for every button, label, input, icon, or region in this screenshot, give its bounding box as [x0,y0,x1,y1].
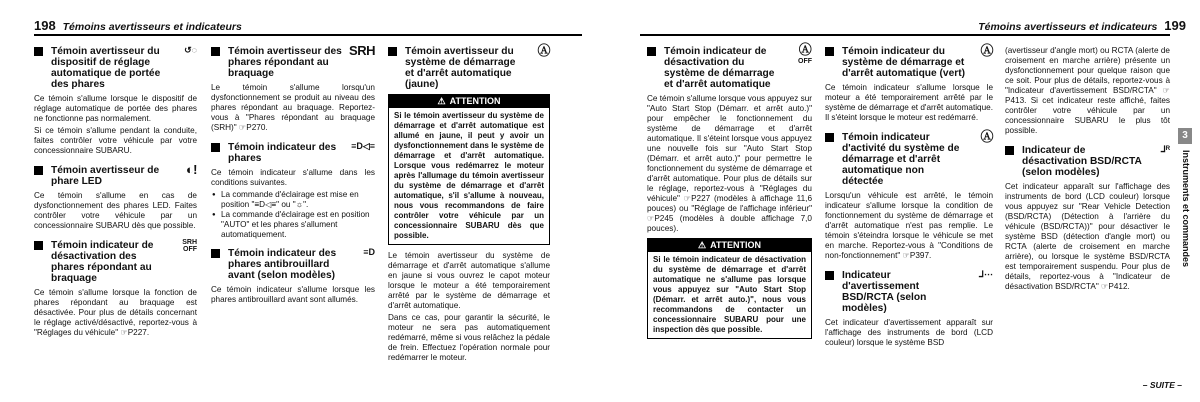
paragraph: Lorsqu'un véhicule est arrêté, le témoin indicateur s'allume lorsque la condition de fonctionnement du système de démarrage et d'arrêt automatique n'est pas remplie. Le témoin s'éteindra lorsque le véhicule se met en marche. Reportez-vous à "Conditions de non-fonctionnement" ☞P397. [825,191,993,260]
attention-box [388,94,550,245]
paragraph: Ce témoin indicateur s'allume lorsque les phares antibrouillard avant sont allumés. [211,285,375,304]
continued-footer: – SUITE – [1142,380,1182,390]
paragraph: Ce témoin indicateur s'allume dans les conditions suivantes. [211,168,375,187]
square-bullet-icon [211,47,220,56]
header-title-right: Témoins avertisseurs et indicateurs [978,21,1158,33]
square-bullet-icon [34,241,43,250]
page-number-right: 199 [1164,18,1186,33]
list-item: ● La commande d'éclairage est mise en position "≡D◁≡" ou "☼". [211,190,375,210]
section-title: Indicateur d'avertissement BSD/RCTA (selon modèles) ⅃⋯ [825,270,993,314]
paragraph: Cet indicateur apparaît sur l'affichage des instruments de bord (LCD couleur) lorsque vous appuyez sur "Rear Vehicle Detection (BSD/RCTA) (Détection à l'arrière du véhicule (BSD/RCTA))" pour désactiver le système BSD (détection d'angle mort) ou RCTA (alerte de croisement en marche arrière), ou lorsque le système BSD/RCTA est temporairement suspendu. Pour plus de détails, reportez-vous à "Indicateur de désactivation BSD/RCTA" ☞P412. [1005,182,1170,291]
header-rule-left [34,34,582,36]
paragraph: Ce témoin s'allume lorsque la fonction de phares répondant au braquage est désactivée. Pour plus de détails concernant le réglage activé/désactivé, reportez-vous à "Réglages du véhicule" ☞P227. [34,288,197,337]
chapter-tab: 3 [1178,128,1192,144]
front-fog-light-icon: ≡D [363,247,375,257]
column-1 [34,46,197,340]
square-bullet-icon [211,249,220,258]
paragraph: (avertisseur d'angle mort) ou RCTA (alerte de croisement en marche arrière) présente un dysfonctionnement pour quelque raison que ce soit. Pour plus de détails, reportez-vous à "Indicateur d'avertissement BSD/RCTA" ☞P413. Si cet indicateur reste affiché, faites contrôler votre véhicule par un concessionnaire SUBARU le plus tôt possible. [1005,46,1170,135]
attention-header: ⚠ ATTENTION [648,239,811,252]
square-bullet-icon [825,47,834,56]
paragraph: Le témoin avertisseur du système de démarrage et d'arrêt automatique s'allume en jaune si vous ouvrez le capot moteur lorsque le moteur a été temporairement arrêté par le système de démarrage et d'arrêt automatique. [388,251,550,310]
header-rule-right [640,34,1170,36]
column-4 [647,42,812,345]
section-title: Témoin avertisseur du système de démarrage et d'arrêt automatique (jaune) Ⓐ [388,46,550,90]
section-title: Témoin avertisseur des phares répondant au braquage SRH [211,46,375,79]
paragraph: Ce témoin s'allume en cas de dysfonctionnement des phares LED. Faites contrôler votre véhicule par un concessionnaire SUBARU dès que possible. [34,191,197,230]
column-2 [211,43,375,307]
page-number-left: 198 [34,18,56,33]
square-bullet-icon [211,143,220,152]
attention-box [647,238,812,339]
chapter-label: Instruments et commandes [1181,150,1191,268]
warning-triangle-icon: ⚠ [698,240,707,250]
column-3 [388,43,550,365]
auto-start-stop-off-icon: Ⓐ OFF [798,42,812,65]
bsd-rcta-off-icon: ⅃ᴿ [1160,144,1170,154]
square-bullet-icon [825,133,834,142]
section-title: Témoin indicateur de désactivation des phares répondant au braquage SRH OFF [34,240,197,284]
page-header-right [978,18,1186,34]
column-6 [1005,46,1170,294]
srh-icon: SRH [349,43,375,58]
square-bullet-icon [34,47,43,56]
led-headlight-warning-icon: ◐! [185,162,197,177]
section-title: Témoin indicateur de désactivation du système de démarrage et d'arrêt automatique Ⓐ OFF [647,46,812,90]
bsd-rcta-warning-icon: ⅃⋯ [978,269,993,279]
headlight-leveling-icon: ↺◌ [184,45,197,55]
paragraph: Ce témoin s'allume lorsque le dispositif de réglage automatique de portée des phares ne fonctionne pas normalement. [34,94,197,123]
paragraph: Le témoin s'allume lorsqu'un dysfonctionnement se produit au niveau des phares répondant au braquage. Reportez-vous à "Phares répondant au braquage (SRH)" ☞P270. [211,83,375,132]
attention-body: Si le témoin avertisseur du système de démarrage et d'arrêt automatique est allumé en jaune, il peut y avoir un dysfonctionnement dans le système de démarrage et d'arrêt automatique. Lorsque vous redémarrez le moteur après l'allumage du témoin avertisseur du système de démarrage et d'arrêt automatique, s'il s'allume à nouveau, nous vous recommandons de faire contrôler votre véhicule par un concessionnaire SUBARU dès que possible. [394,111,544,240]
section-title: Témoin indicateur d'activité du système de démarrage et d'arrêt automatique non détectée Ⓐ [825,132,993,187]
paragraph: Ce témoin indicateur s'allume lorsque le moteur a été temporairement arrêté par le système de démarrage et d'arrêt automatique. Il s'éteint lorsque le moteur est redémarré. [825,83,993,122]
square-bullet-icon [34,166,43,175]
page-header-left [34,18,242,34]
auto-start-stop-icon: Ⓐ [537,43,550,58]
square-bullet-icon [388,47,397,56]
section-title: Témoin indicateur des phares antibrouillard avant (selon modèles) ≡D [211,248,375,281]
square-bullet-icon [825,271,834,280]
paragraph: Ce témoin s'allume lorsque vous appuyez sur "Auto Start Stop (Démarr. et arrêt auto.)" pour empêcher le fonctionnement du système de démarrage et d'arrêt automatique. Il s'éteint lorsque vous appuyez une nouvelle fois sur "Auto Start Stop (Démarr. et arrêt auto.)" pour permettre le fonctionnement du système de démarrage et d'arrêt automatique. Pour plus de détails sur le réglage, reportez-vous à "Réglages du véhicule" ☞P227 (modèles à affichage 11,6 pouces) ou "Réglage de l'affichage inférieur" ☞P245 (modèles à double affichage 7,0 pouces). [647,94,812,233]
auto-start-stop-not-detected-icon: Ⓐ [980,129,993,144]
list-item: ● La commande d'éclairage est en position "AUTO" et les phares s'allument automatiquement. [211,210,375,240]
headlight-icon: ≡D◁≡ [351,141,375,151]
square-bullet-icon [647,47,656,56]
attention-body: Si le témoin indicateur de désactivation du système de démarrage et d'arrêt automatique ne s'allume pas lorsque vous appuyez sur "Auto Start Stop (Démarr. et arrêt auto.)", nous vous recommandons de contacter un concessionnaire SUBARU pour une inspection dès que possible. [653,255,806,334]
attention-header: ⚠ ATTENTION [389,95,549,108]
header-title-left: Témoins avertisseurs et indicateurs [62,21,242,33]
section-title: Témoin avertisseur du dispositif de réglage automatique de portée des phares ↺◌ [34,46,197,90]
bullet-list [211,190,375,240]
section-title: Témoin avertisseur de phare LED ◐! [34,165,197,187]
column-5 [825,43,993,350]
paragraph: Dans ce cas, pour garantir la sécurité, le moteur ne sera pas automatiquement redémarré, même si vous relâchez la pédale de frein. Effectuez l'opération normale pour redémarrer le moteur. [388,313,550,362]
paragraph: Si ce témoin s'allume pendant la conduite, faites contrôler votre véhicule par votre concessionnaire SUBARU. [34,126,197,155]
paragraph: Cet indicateur d'avertissement apparaît sur l'affichage des instruments de bord (LCD couleur) lorsque le système BSD [825,318,993,347]
section-title: Indicateur de désactivation BSD/RCTA (selon modèles) ⅃ᴿ [1005,145,1170,178]
section-title: Témoin indicateur du système de démarrage et d'arrêt automatique (vert) Ⓐ [825,46,993,79]
section-title: Témoin indicateur des phares ≡D◁≡ [211,142,375,164]
square-bullet-icon [1005,146,1014,155]
auto-start-stop-green-icon: Ⓐ [980,43,993,58]
srh-off-icon: SRH OFF [182,239,197,253]
warning-triangle-icon: ⚠ [437,96,446,106]
